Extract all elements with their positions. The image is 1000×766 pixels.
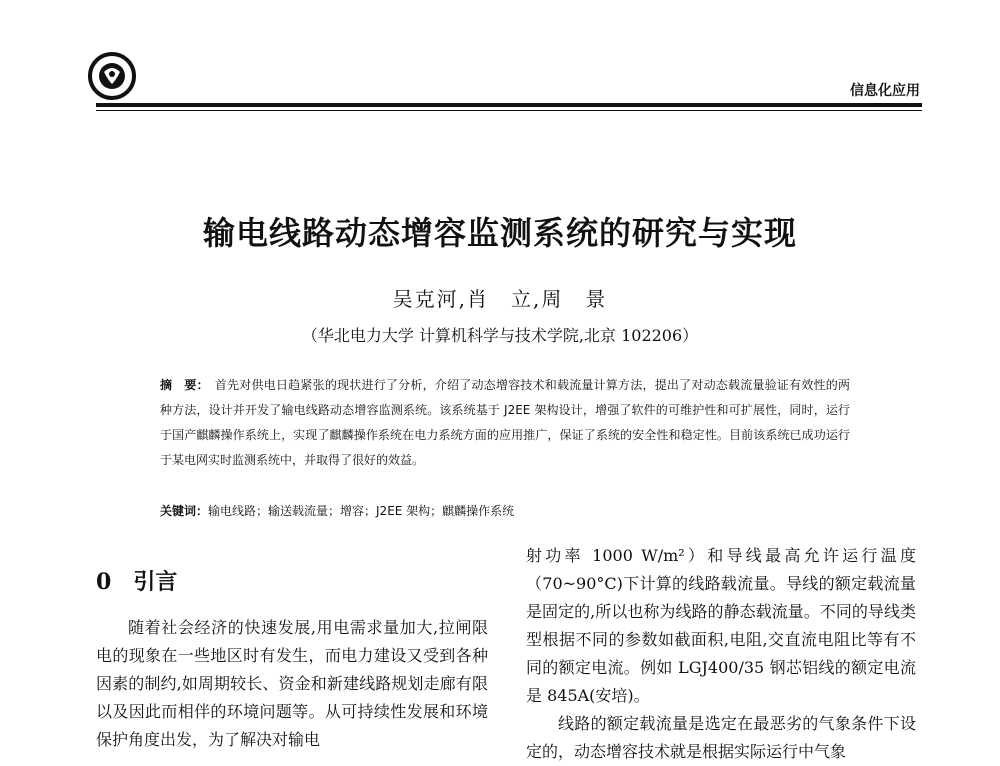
header-rule-thin bbox=[96, 110, 922, 111]
right-paragraph-1: 射功率 1000 W/m²）和导线最高允许运行温度（70~90°C)下计算的线路载流量。导线的额定载流量是固定的,所以也称为线路的静态载流量。不同的导线类型根据不同的参数如截面积,电阻,交直流电阻比等有不同的额定电流。例如 LGJ400/35 钢芯铝线的额定电流是 845A(安培)。 bbox=[526, 546, 916, 705]
abstract-label: 摘 要： bbox=[160, 378, 209, 392]
abstract bbox=[160, 373, 850, 473]
keywords bbox=[160, 499, 850, 524]
section-tag: 信息化应用 bbox=[850, 83, 920, 99]
abstract-text: 首先对供电日趋紧张的现状进行了分析，介绍了动态增容技术和载流量计算方法，提出了对动态载流量验证有效性的两种方法，设计并开发了输电线路动态增容监测系统。该系统基于 J2EE 架构设计，增强了软件的可维护性和可扩展性，同时，运行于国产麒麟操作系统上，实现了麒麟操作系统在电力系统方面的应用推广，保证了系统的安全性和稳定性。目前该系统已成功运行于某电网实时监测系统中，并取得了很好的效益。 bbox=[160, 378, 850, 467]
intro-paragraph: 随着社会经济的快速发展,用电需求量加大,拉闸限电的现象在一些地区时有发生，而电力建设又受到各种因素的制约,如周期较长、资金和新建线路规划走廊有限以及因此而相伴的环境问题等。从可持续性发展和环境保护角度出发，为了解决对输电 bbox=[96, 618, 488, 749]
article-authors: 吴克河,肖 立,周 景 bbox=[392, 287, 608, 311]
article-title: 输电线路动态增容监测系统的研究与实现 bbox=[202, 214, 797, 252]
journal-logo bbox=[86, 50, 138, 102]
keywords-text: 输电线路；输送载流量；增容；J2EE 架构；麒麟操作系统 bbox=[208, 504, 515, 518]
section-number: 0 bbox=[96, 569, 112, 595]
right-column bbox=[526, 542, 916, 766]
section-heading bbox=[96, 565, 488, 596]
section-title: 引言 bbox=[133, 569, 178, 595]
keywords-label: 关键词： bbox=[160, 504, 209, 518]
article-affiliation: （华北电力大学 计算机科学与技术学院,北京 102206） bbox=[301, 326, 699, 345]
right-paragraph-2: 线路的额定载流量是选定在最恶劣的气象条件下设定的，动态增容技术就是根据实际运行中气象 bbox=[526, 714, 916, 761]
left-column bbox=[96, 565, 488, 754]
header-rule-thick bbox=[96, 103, 922, 107]
